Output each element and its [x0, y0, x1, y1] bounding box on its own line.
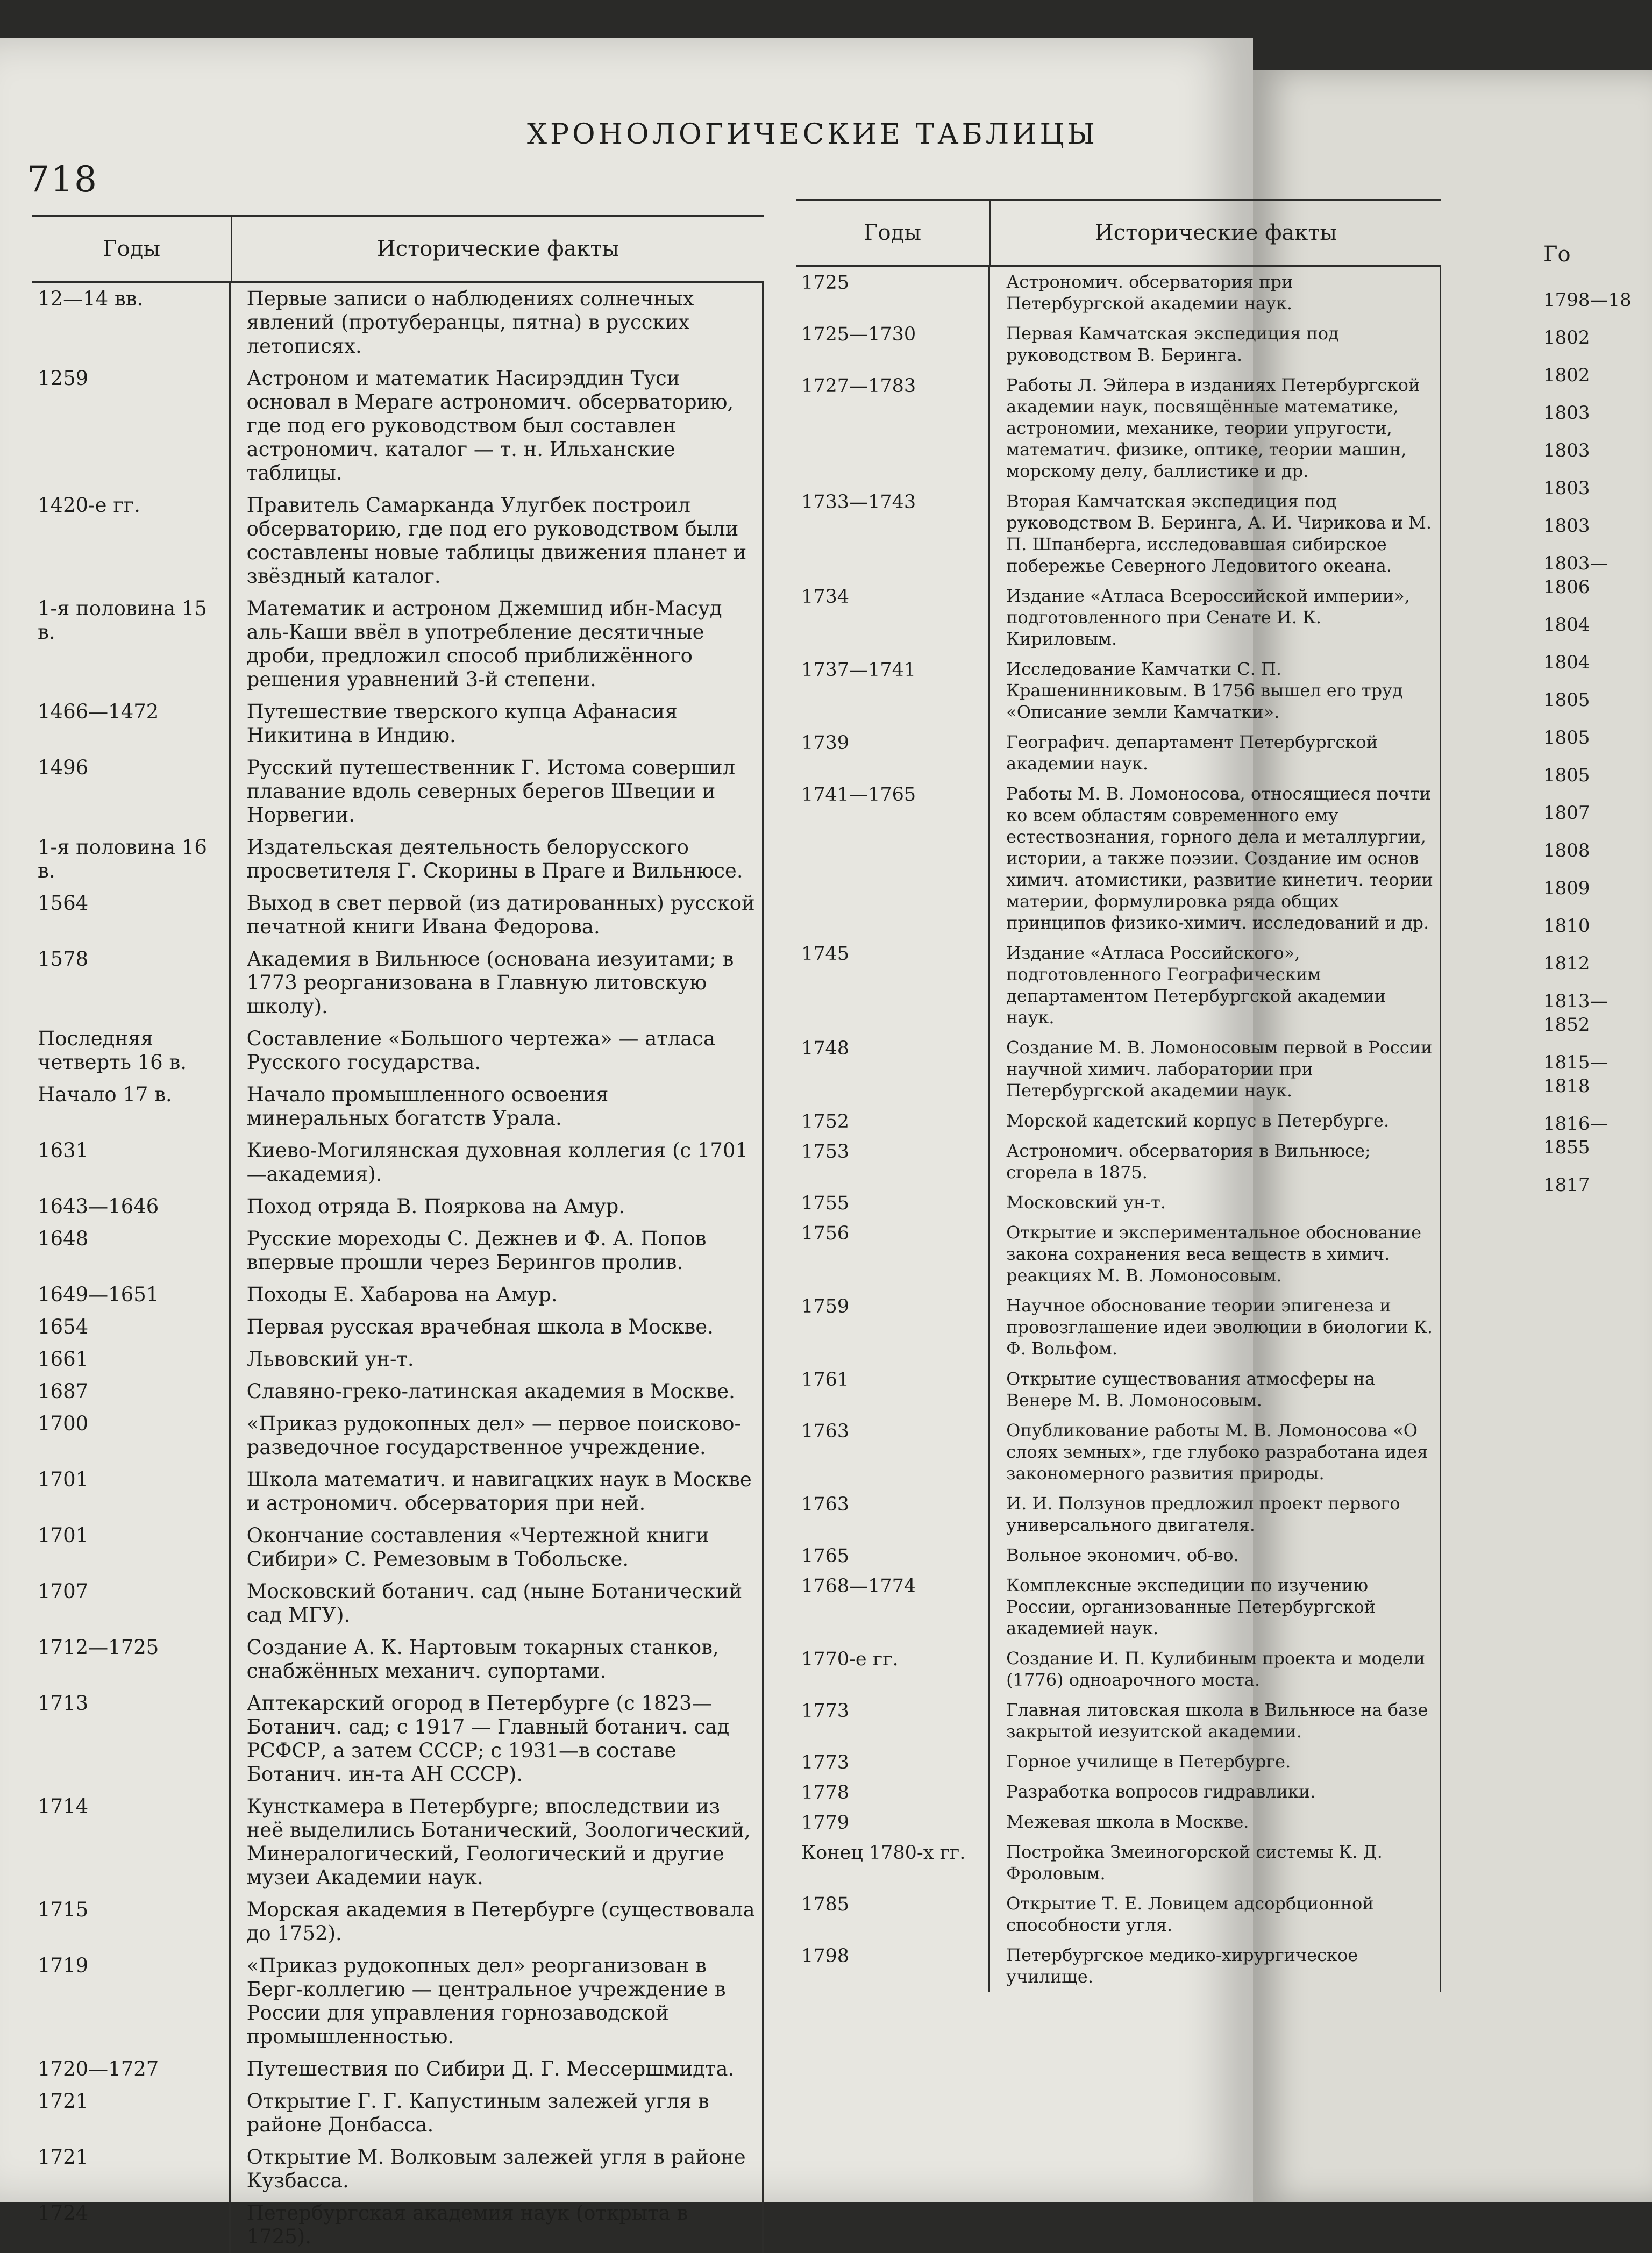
fact-cell: Главная литовская школа в Вильнюсе на базе закрытой иезуитской академии. — [988, 1695, 1440, 1746]
table-row — [796, 318, 1440, 370]
year-cell: 1-я половина 15 в. — [38, 597, 207, 644]
year-cell: 1466—1472 — [38, 700, 159, 723]
year-cell: 1734 — [801, 586, 850, 608]
year-cell: 1755 — [801, 1193, 850, 1214]
table-row — [32, 1791, 762, 1894]
fact-cell: Школа математич. и навигацких наук в Москве и астрономич. обсерватория при ней. — [229, 1464, 762, 1520]
fact-cell: Первая русская врачебная школа в Москве. — [229, 1311, 762, 1343]
year-cell: 1721 — [38, 2090, 89, 2113]
table-row — [32, 593, 762, 696]
table-row — [796, 1940, 1440, 1992]
year-cell: 1759 — [801, 1296, 850, 1317]
year-cell: 1763 — [801, 1421, 850, 1442]
fact-cell: Издательская деятельность белорусского просветителя Г. Скорины в Праге и Вильнюсе. — [229, 831, 762, 887]
facing-year: 1802 — [1543, 327, 1590, 348]
year-cell: Последняя четверть 16 в. — [38, 1027, 187, 1074]
year-cell: 1779 — [801, 1812, 850, 1834]
table-row — [32, 1311, 762, 1343]
table-row — [32, 1023, 762, 1079]
fact-cell: Математик и астроном Джемшид ибн-Масуд аль-Каши ввёл в употребление десятичные дроби, предложил способ приближённого решения уравнений 3-й степени. — [229, 593, 762, 696]
year-cell: 1761 — [801, 1369, 850, 1391]
fact-cell: Путешествия по Сибири Д. Г. Мессершмидта. — [229, 2053, 762, 2085]
fact-cell: Вольное экономич. об-во. — [988, 1540, 1440, 1570]
chronology-table-left — [32, 215, 764, 2253]
fact-cell: Первые записи о наблюдениях солнечных явлений (протуберанцы, пятна) в русских летописях. — [229, 283, 762, 362]
fact-cell: Создание А. К. Нартовым токарных станков, снабжённых механич. супортами. — [229, 1631, 762, 1687]
table-row — [796, 370, 1440, 486]
year-cell: 1748 — [801, 1038, 850, 1059]
fact-cell: Окончание составления «Чертежной книги Сибири» С. Ремезовым в Тобольске. — [229, 1520, 762, 1575]
year-cell: 1763 — [801, 1494, 850, 1515]
year-cell: 1753 — [801, 1141, 850, 1163]
fact-cell: Вторая Камчатская экспедиция под руководством В. Беринга, А. И. Чирикова и М. П. Шпанберга, исследовавшая сибирское побережье Северного Ледовитого океана. — [988, 486, 1440, 581]
year-cell: 1661 — [38, 1347, 89, 1371]
year-cell: 1701 — [38, 1468, 89, 1491]
year-cell: 1798 — [801, 1945, 850, 1967]
year-cell: 1700 — [38, 1412, 89, 1435]
fact-cell: Создание И. П. Кулибиным проекта и модели (1776) одноарочного моста. — [988, 1643, 1440, 1695]
year-cell: 1741—1765 — [801, 784, 916, 805]
fact-cell: Астроном и математик Насирэддин Туси основал в Мераге астрономич. обсерваторию, где под его руководством был составлен астрономич. каталог — т. н. Ильханские таблицы. — [229, 362, 762, 489]
table-row — [32, 1190, 762, 1223]
fact-cell: Издание «Атласа Российского», подготовленного Географическим департаментом Петербургской академии наук. — [988, 938, 1440, 1032]
table-row — [796, 1643, 1440, 1695]
table-row — [32, 2053, 762, 2085]
table-row — [796, 1291, 1440, 1364]
fact-cell: Походы Е. Хабарова на Амур. — [229, 1279, 762, 1311]
table-row — [796, 1415, 1440, 1488]
table-row — [796, 1488, 1440, 1540]
year-cell: 1643—1646 — [38, 1195, 159, 1218]
fact-cell: Морской кадетский корпус в Петербурге. — [988, 1106, 1440, 1136]
table-row — [32, 1343, 762, 1375]
table-body — [796, 267, 1441, 1992]
table-row — [32, 1375, 762, 1408]
year-cell: 1564 — [38, 892, 89, 915]
table-row — [32, 283, 762, 362]
year-cell: 1719 — [38, 1954, 89, 1977]
facing-year: 1810 — [1543, 915, 1590, 937]
header-facts: Исторические факты — [231, 217, 764, 281]
fact-cell: Правитель Самарканда Улугбек построил обсерваторию, где под его руководством были составлены новые таблицы движения планет и звёздный каталог. — [229, 489, 762, 593]
fact-cell: Постройка Змеиногорской системы К. Д. Фроловым. — [988, 1837, 1440, 1888]
table-row — [796, 1807, 1440, 1837]
year-cell: 1715 — [38, 1898, 89, 1921]
table-row — [32, 2197, 762, 2253]
fact-cell: «Приказ рудокопных дел» реорганизован в Берг-коллегию — центральное учреждение в России для управления горнозаводской промышленностью. — [229, 1950, 762, 2053]
running-head: ХРОНОЛОГИЧЕСКИЕ ТАБЛИЦЫ — [527, 118, 1098, 151]
year-cell: 1745 — [801, 943, 850, 965]
facing-page-table — [1543, 242, 1646, 1211]
table-row — [796, 1888, 1440, 1940]
fact-cell: Поход отряда В. Пояркова на Амур. — [229, 1190, 762, 1223]
table-row — [32, 1279, 762, 1311]
facing-year: 1808 — [1543, 840, 1590, 861]
facing-year: 1803—1806 — [1543, 553, 1608, 598]
table-row — [796, 1540, 1440, 1570]
facing-year: 1805 — [1543, 765, 1590, 786]
fact-cell: Выход в свет первой (из датированных) русской печатной книги Ивана Федорова. — [229, 887, 762, 943]
year-cell: 1770-е гг. — [801, 1649, 899, 1670]
facing-year: 1816—1855 — [1543, 1113, 1608, 1158]
fact-cell: Географич. департамент Петербургской академии наук. — [988, 727, 1440, 779]
facing-year: 1812 — [1543, 953, 1590, 974]
table-row — [796, 486, 1440, 581]
year-cell: 1756 — [801, 1223, 850, 1244]
table-row — [796, 1746, 1440, 1777]
table-row — [32, 831, 762, 887]
year-cell: 1578 — [38, 947, 89, 971]
header-years: Годы — [103, 237, 161, 261]
fact-cell: Открытие Т. Е. Ловицем адсорбционной способности угля. — [988, 1888, 1440, 1940]
fact-cell: Разработка вопросов гидравлики. — [988, 1777, 1440, 1807]
table-row — [32, 1520, 762, 1575]
table-header — [32, 215, 764, 283]
year-cell: 1649—1651 — [38, 1283, 159, 1306]
year-cell: 1725 — [801, 272, 850, 294]
fact-cell: Славяно-греко-латинская академия в Москве. — [229, 1375, 762, 1408]
fact-cell: Московский ун-т. — [988, 1187, 1440, 1217]
facing-year: 1803 — [1543, 515, 1590, 537]
facing-year: 1798—18 — [1543, 289, 1632, 311]
fact-cell: Работы М. В. Ломоносова, относящиеся почти ко всем областям современного ему естествознания, горного дела и металлургии, истории, а также поэзии. Создание им основ химич. атомистики, развитие кинетич. теории материи, формулировка ряда общих принципов физико-химич. исследований и др. — [988, 779, 1440, 938]
fact-cell: Опубликование работы М. В. Ломоносова «О слоях земных», где глубоко разработана идея закономерного развития природы. — [988, 1415, 1440, 1488]
fact-cell: Киево-Могилянская духовная коллегия (с 1701—академия). — [229, 1135, 762, 1190]
facing-year: 1802 — [1543, 365, 1590, 386]
year-cell: Начало 17 в. — [38, 1083, 172, 1106]
year-cell: Конец 1780-х гг. — [801, 1842, 966, 1864]
year-cell: 1-я половина 16 в. — [38, 836, 207, 882]
facing-year: 1804 — [1543, 614, 1590, 636]
fact-cell: Аптекарский огород в Петербурге (с 1823—Ботанич. сад; с 1917 — Главный ботанич. сад РСФСР, а затем СССР; с 1931—в составе Ботанич. ин-та АН СССР). — [229, 1687, 762, 1791]
fact-cell: Первая Камчатская экспедиция под руководством В. Беринга. — [988, 318, 1440, 370]
table-row — [796, 267, 1440, 318]
fact-cell: Создание М. В. Ломоносовым первой в России научной химич. лаборатории при Петербургской академии наук. — [988, 1032, 1440, 1106]
table-row — [32, 2085, 762, 2141]
year-cell: 12—14 вв. — [38, 287, 144, 310]
table-row — [796, 1570, 1440, 1643]
year-cell: 1259 — [38, 367, 89, 390]
table-row — [32, 1631, 762, 1687]
table-row — [32, 2141, 762, 2197]
fact-cell: Русские мореходы С. Дежнев и Ф. А. Попов впервые прошли через Берингов пролив. — [229, 1223, 762, 1279]
fact-cell: Астрономич. обсерватория при Петербургской академии наук. — [988, 267, 1440, 318]
year-cell: 1752 — [801, 1111, 850, 1132]
fact-cell: Работы Л. Эйлера в изданиях Петербургской академии наук, посвящённые математике, астрономии, механике, теории упругости, математич. физике, оптике, теории машин, морскому делу, баллистике и др. — [988, 370, 1440, 486]
fact-cell: Русский путешественник Г. Истома совершил плавание вдоль северных берегов Швеции и Норвегии. — [229, 752, 762, 831]
table-row — [796, 727, 1440, 779]
table-row — [32, 887, 762, 943]
table-row — [32, 1575, 762, 1631]
facing-year: 1815—1818 — [1543, 1052, 1608, 1097]
year-cell: 1496 — [38, 756, 89, 779]
year-cell: 1785 — [801, 1894, 850, 1915]
fact-cell: И. И. Ползунов предложил проект первого универсального двигателя. — [988, 1488, 1440, 1540]
fact-cell: Открытие и экспериментальное обоснование закона сохранения веса веществ в химич. реакциях М. В. Ломоносовым. — [988, 1217, 1440, 1291]
fact-cell: Астрономич. обсерватория в Вильнюсе; сгорела в 1875. — [988, 1136, 1440, 1187]
table-row — [32, 1464, 762, 1520]
year-cell: 1721 — [38, 2145, 89, 2169]
fact-cell: Начало промышленного освоения минеральных богатств Урала. — [229, 1079, 762, 1135]
fact-cell: Львовский ун-т. — [229, 1343, 762, 1375]
fact-cell: «Приказ рудокопных дел» — первое поисково-разведочное государственное учреждение. — [229, 1408, 762, 1464]
year-cell: 1420-е гг. — [38, 494, 140, 517]
year-cell: 1631 — [38, 1139, 89, 1162]
table-row — [32, 1687, 762, 1791]
fact-cell: Комплексные экспедиции по изучению России, организованные Петербургской академией наук. — [988, 1570, 1440, 1643]
table-row — [796, 1106, 1440, 1136]
fact-cell: Путешествие тверского купца Афанасия Никитина в Индию. — [229, 696, 762, 752]
year-cell: 1712—1725 — [38, 1636, 159, 1659]
facing-year: 1804 — [1543, 652, 1590, 673]
fact-cell: Московский ботанич. сад (ныне Ботанический сад МГУ). — [229, 1575, 762, 1631]
year-cell: 1701 — [38, 1524, 89, 1547]
table-row — [796, 938, 1440, 1032]
page-number: 718 — [27, 159, 98, 200]
facing-year: 1807 — [1543, 802, 1590, 824]
year-cell: 1725—1730 — [801, 324, 916, 345]
year-cell: 1713 — [38, 1692, 89, 1715]
fact-cell: Исследование Камчатки С. П. Крашенинниковым. В 1756 вышел его труд «Описание земли Камчатки». — [988, 654, 1440, 727]
fact-cell: Открытие М. Волковым залежей угля в районе Кузбасса. — [229, 2141, 762, 2197]
table-row — [796, 779, 1440, 938]
year-cell: 1648 — [38, 1227, 89, 1250]
table-row — [796, 1032, 1440, 1106]
table-row — [796, 1837, 1440, 1888]
year-cell: 1720—1727 — [38, 2057, 159, 2080]
chronology-table-right — [796, 199, 1441, 1992]
facing-year: 1805 — [1543, 727, 1590, 748]
table-row — [32, 1135, 762, 1190]
facing-year: 1805 — [1543, 689, 1590, 711]
year-cell: 1724 — [38, 2201, 89, 2225]
table-row — [32, 1894, 762, 1950]
table-row — [32, 943, 762, 1023]
table-header — [796, 199, 1441, 267]
table-row — [796, 1136, 1440, 1187]
year-cell: 1733—1743 — [801, 491, 916, 513]
year-cell: 1739 — [801, 732, 850, 754]
table-row — [796, 1187, 1440, 1217]
year-cell: 1768—1774 — [801, 1575, 916, 1597]
facing-header: Го — [1543, 242, 1571, 267]
table-row — [796, 654, 1440, 727]
year-cell: 1765 — [801, 1545, 850, 1567]
year-cell: 1778 — [801, 1782, 850, 1803]
table-row — [32, 1223, 762, 1279]
table-body — [32, 283, 764, 2253]
year-cell: 1707 — [38, 1580, 89, 1603]
header-years: Годы — [864, 220, 922, 245]
table-row — [32, 752, 762, 831]
fact-cell: Академия в Вильнюсе (основана иезуитами; в 1773 реорганизована в Главную литовскую школу). — [229, 943, 762, 1023]
table-row — [32, 696, 762, 752]
facing-year: 1803 — [1543, 477, 1590, 499]
table-row — [796, 1777, 1440, 1807]
facing-year: 1809 — [1543, 878, 1590, 899]
fact-cell: Открытие Г. Г. Капустиным залежей угля в районе Донбасса. — [229, 2085, 762, 2141]
table-row — [32, 362, 762, 489]
table-row — [796, 1695, 1440, 1746]
table-row — [796, 581, 1440, 654]
year-cell: 1687 — [38, 1380, 89, 1403]
fact-cell: Петербургское медико-хирургическое училище. — [988, 1940, 1440, 1992]
header-facts: Исторические факты — [989, 201, 1441, 265]
table-row — [796, 1364, 1440, 1415]
table-row — [796, 1217, 1440, 1291]
fact-cell: Издание «Атласа Всероссийской империи», подготовленного при Сенате И. К. Кириловым. — [988, 581, 1440, 654]
table-row — [32, 1408, 762, 1464]
table-row — [32, 489, 762, 593]
year-cell: 1737—1741 — [801, 659, 916, 681]
facing-year: 1803 — [1543, 402, 1590, 424]
fact-cell: Составление «Большого чертежа» — атласа Русского государства. — [229, 1023, 762, 1079]
table-row — [32, 1950, 762, 2053]
fact-cell: Научное обоснование теории эпигенеза и провозглашение идеи эволюции в биологии К. Ф. Вольфом. — [988, 1291, 1440, 1364]
fact-cell: Горное училище в Петербурге. — [988, 1746, 1440, 1777]
facing-year: 1803 — [1543, 440, 1590, 461]
facing-year-list — [1543, 288, 1646, 1197]
table-row — [32, 1079, 762, 1135]
year-cell: 1727—1783 — [801, 375, 916, 397]
facing-year: 1817 — [1543, 1174, 1590, 1196]
fact-cell: Петербургская академия наук (открыта в 1725). — [229, 2197, 762, 2253]
year-cell: 1773 — [801, 1752, 850, 1773]
fact-cell: Межевая школа в Москве. — [988, 1807, 1440, 1837]
fact-cell: Морская академия в Петербурге (существовала до 1752). — [229, 1894, 762, 1950]
facing-year: 1813—1852 — [1543, 990, 1608, 1036]
fact-cell: Открытие существования атмосферы на Венере М. В. Ломоносовым. — [988, 1364, 1440, 1415]
year-cell: 1773 — [801, 1700, 850, 1722]
year-cell: 1654 — [38, 1315, 89, 1338]
year-cell: 1714 — [38, 1795, 89, 1818]
fact-cell: Кунсткамера в Петербурге; впоследствии из неё выделились Ботанический, Зоологический, Минералогический, Геологический и другие музеи Академии наук. — [229, 1791, 762, 1894]
